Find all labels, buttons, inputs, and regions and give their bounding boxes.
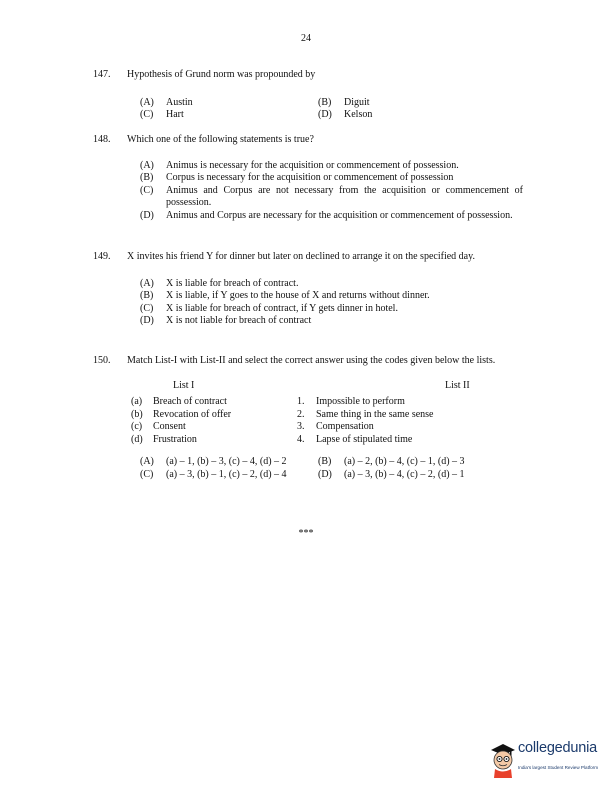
list-item: (b) Revocation of offer [131,408,232,420]
question-number: 148. [93,134,111,145]
question-number: 147. [93,69,111,80]
list2-heading: List II [445,379,470,391]
question-147 [93,69,523,122]
list1-heading: List I [173,379,195,391]
question-149 [93,251,523,328]
option: (D) Kelson [318,109,373,120]
option: (C) Hart [140,109,184,120]
list-item: 1. Impossible to perform [297,396,405,407]
option: (A) Animus is necessary for the acquisition or commencement of possession. [140,159,459,171]
option: (A) Austin [140,96,193,108]
end-marker: *** [298,528,314,539]
question-148 [93,134,523,222]
question-text: X invites his friend Y for dinner but later on declined to arrange it on the specified day. [127,251,475,262]
question-150 [93,355,523,481]
question-number: 149. [93,251,111,262]
list-item: (a) Breach of contract [131,396,227,407]
list-item: (d) Frustration [131,433,197,445]
logo-tagline: India's largest Student Review Platform [518,765,599,770]
question-number: 150. [93,355,111,366]
option: (B) Diguit [318,96,370,108]
page-number: 24 [301,33,311,44]
list1 [131,396,297,446]
list2 [297,396,523,446]
option: (B) Corpus is necessary for the acquisition or commencement of possession [140,172,454,183]
question-text: Which one of the following statements is true? [127,134,314,145]
option: (D) Animus and Corpus are necessary for the acquisition or commencement of possession. [140,209,513,221]
option: (A) X is liable for breach of contract. [140,277,299,289]
option: (D) X is not liable for breach of contract [140,315,312,326]
list-item: 2. Same thing in the same sense [297,408,434,420]
option: (B) (a) – 2, (b) – 4, (c) – 1, (d) – 3 [318,456,465,467]
option: (C) X is liable for breach of contract, if Y gets dinner in hotel. [140,302,398,314]
mascot-icon [488,738,518,778]
question-text: Match List-I with List-II and select the correct answer using the codes given below the lists. [127,355,496,366]
answer-codes [140,456,523,481]
question-text: Hypothesis of Grund norm was propounded by [127,69,316,80]
option: (D) (a) – 3, (b) – 4, (c) – 2, (d) – 1 [318,468,465,480]
option: (C) (a) – 3, (b) – 1, (c) – 2, (d) – 4 [140,468,287,480]
option: (B) X is liable, if Y goes to the house of X and returns without dinner. [140,290,430,301]
collegedunia-logo [488,738,606,780]
option: (C) Animus and Corpus are not necessary from the acquisition or commencement of possession. [140,184,523,208]
list-item: 3. Compensation [297,421,374,432]
option: (A) (a) – 1, (b) – 3, (c) – 4, (d) – 2 [140,456,287,467]
list-item: (c) Consent [131,421,186,432]
list-item: 4. Lapse of stipulated time [297,433,413,445]
logo-wordmark: collegedunia [518,740,598,756]
